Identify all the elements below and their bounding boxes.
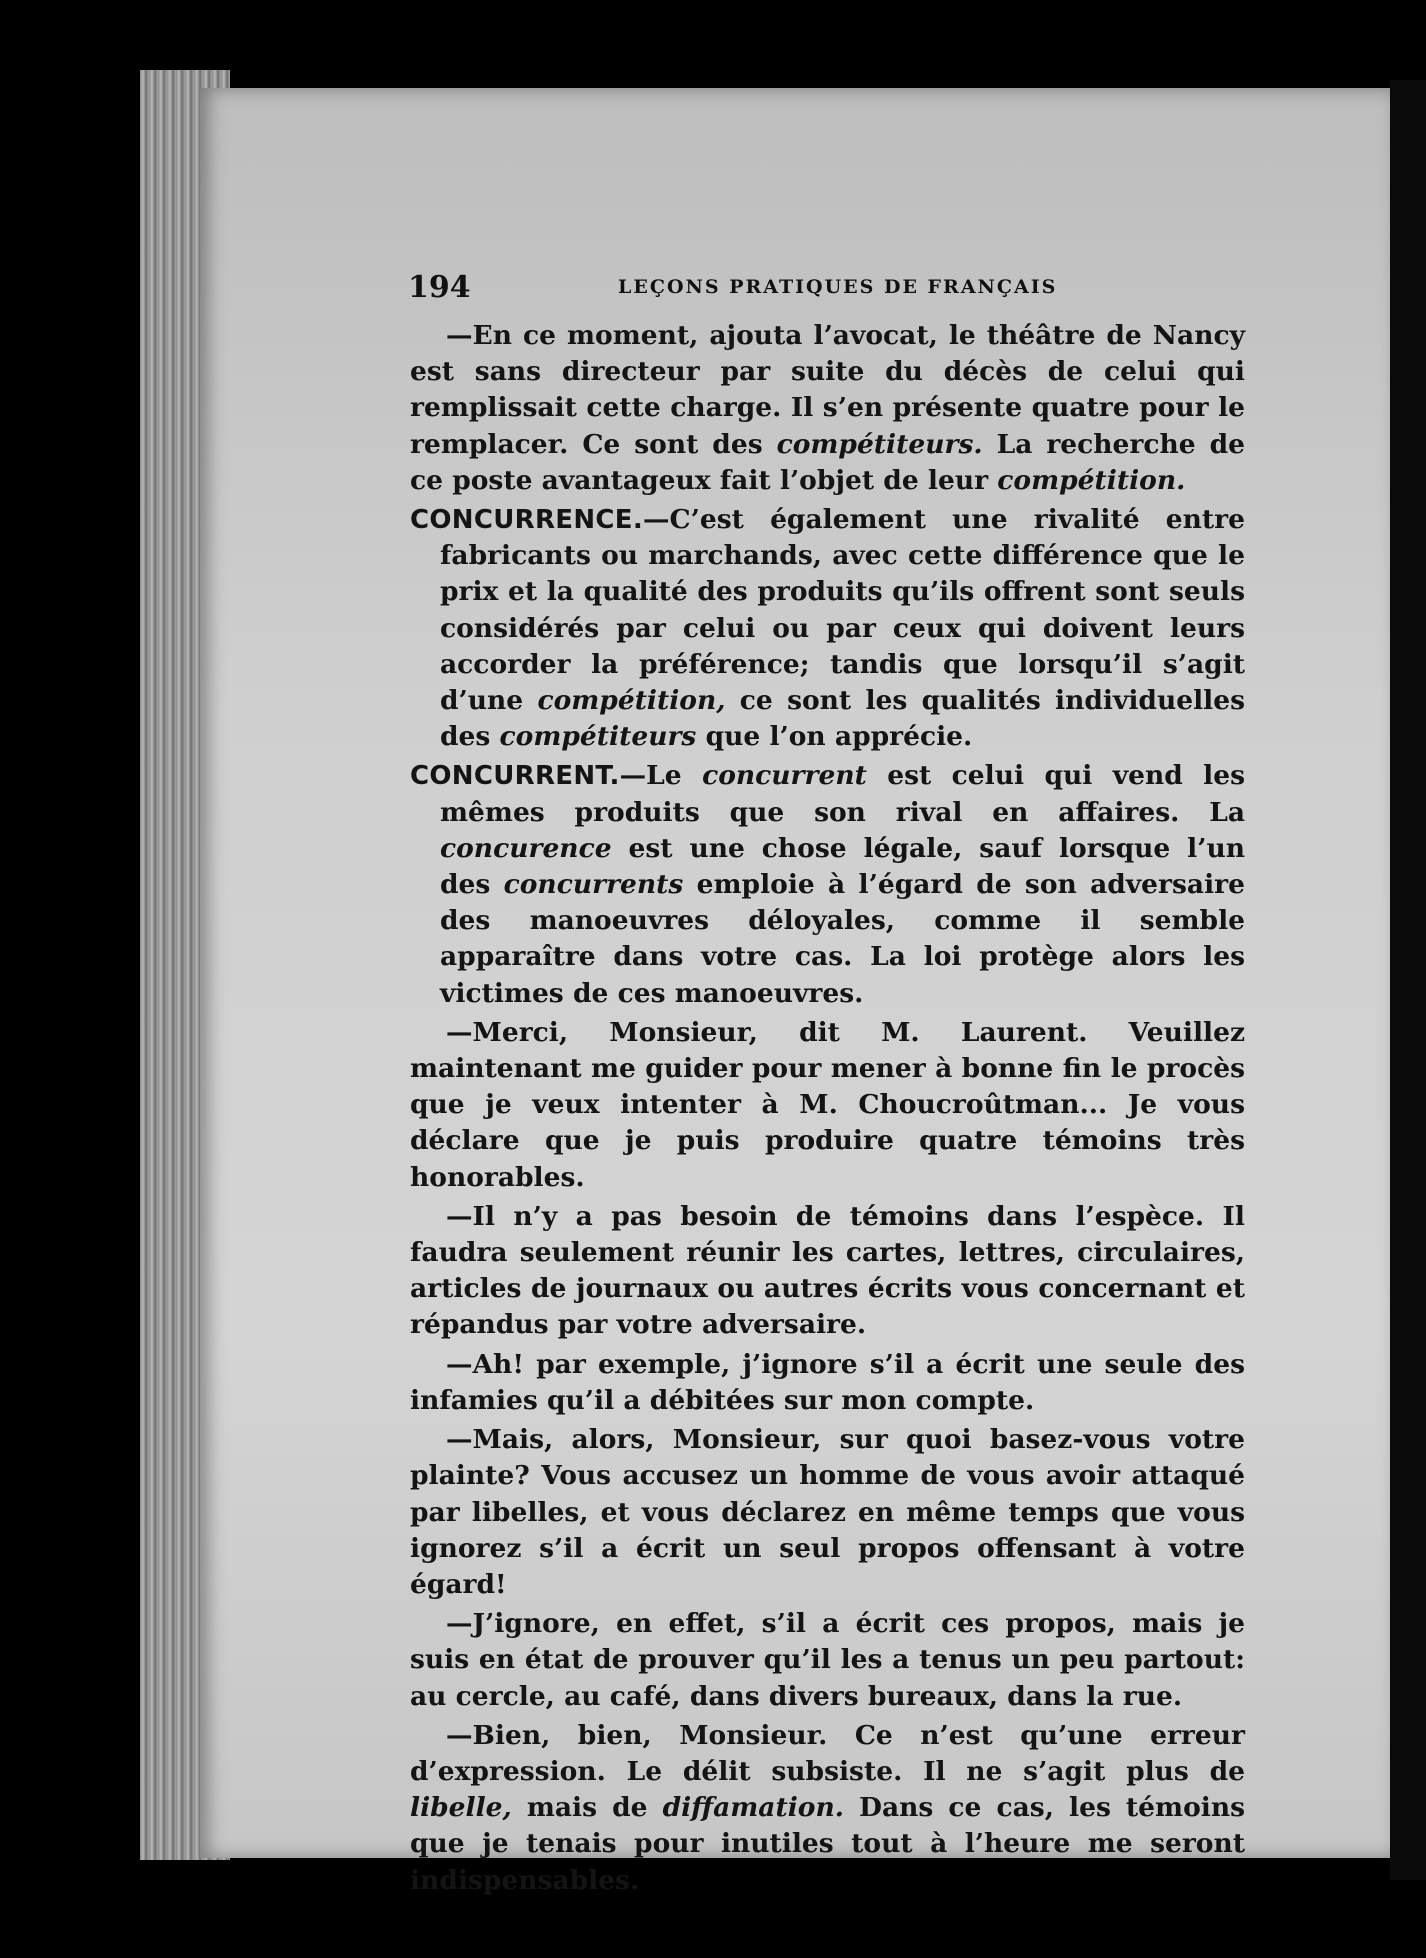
definition-paragraph — [410, 758, 1245, 1011]
italic-word: concurence — [440, 832, 612, 864]
text-run: —Merci, Monsieur, dit M. Laurent. Veuillez maintenant me guider pour mener à bonne fin le procès que je veux intenter à M. Choucroûtman... Je vous déclare que je puis produire quatre témoins très honorables. — [410, 1016, 1245, 1193]
page-right-shadow — [1390, 80, 1426, 1880]
italic-word: concurrents — [503, 869, 684, 901]
text-run: —Bien, bien, Monsieur. Ce n’est qu’une erreur d’expression. Le délit subsiste. Il ne s’agit plus de — [410, 1719, 1245, 1787]
dialog-paragraph — [410, 1718, 1245, 1899]
italic-word: concurrent — [702, 760, 867, 792]
running-title: LEÇONS PRATIQUES DE FRANÇAIS — [618, 276, 1058, 298]
text-run: est une chose légale, sauf lorsque l’un des — [440, 832, 1245, 901]
dialog-paragraph — [410, 1015, 1245, 1196]
dialog-paragraph — [410, 1606, 1245, 1715]
text-run: Dans ce cas, les témoins que je tenais pour inutiles tout à l’heure me seront indispensables. — [410, 1792, 1246, 1896]
definition-term: CONCURRENT. — [410, 761, 620, 792]
italic-word: diffamation. — [662, 1792, 844, 1824]
italic-word: compétition. — [997, 464, 1186, 496]
text-run: ce sont les qualités individuelles des — [440, 685, 1245, 753]
text-run: mais de — [511, 1792, 663, 1824]
text-run: —Ah! par exemple, j’ignore s’il a écrit une seule des infamies qu’il a débitées sur mon compte. — [410, 1348, 1245, 1416]
dialog-paragraph — [410, 1347, 1245, 1419]
page-text — [410, 318, 1245, 1902]
dialog-paragraph — [410, 318, 1245, 499]
dialog-paragraph — [410, 1199, 1245, 1344]
definition-term: CONCURRENCE. — [410, 505, 644, 536]
italic-word: libelle, — [410, 1792, 512, 1824]
text-run: —C’est également une rivalité entre fabricants ou marchands, avec cette différence que le prix et la qualité des produits qu’ils offrent sont seuls considérés par celui ou par ceux qui doivent leurs accorder la préférence; tandis que lorsqu’il s’agit d’une — [440, 504, 1245, 717]
page-number: 194 — [408, 270, 471, 305]
text-run: —Mais, alors, Monsieur, sur quoi basez-vous votre plainte? Vous accusez un homme de vous avoir attaqué par libelles, et vous déclarez en même temps que vous ignorez s’il a écrit un seul propos offensant à votre égard! — [410, 1424, 1245, 1600]
text-run: emploie à l’égard de son adversaire des manoeuvres déloyales, comme il semble apparaître dans votre cas. La loi protège alors les victimes de ces manoeuvres. — [440, 869, 1245, 1009]
text-run: est celui qui vend les mêmes produits que son rival en affaires. La — [440, 760, 1245, 828]
italic-word: compétiteurs. — [776, 428, 983, 460]
text-run: —En ce moment, ajouta l’avocat, le théâtre de Nancy est sans directeur par suite du décès de celui qui remplissait cette charge. Il s’en présente quatre pour le remplacer. Ce sont des — [410, 320, 1245, 460]
definition-paragraph — [410, 502, 1245, 755]
page-header — [408, 270, 1258, 314]
text-run: —Le — [619, 760, 703, 792]
text-run: que l’on apprécie. — [696, 721, 973, 753]
italic-word: compétiteurs — [499, 721, 697, 753]
text-run: La recherche de ce poste avantageux fait l’objet de leur — [410, 428, 1245, 496]
dialog-paragraph — [410, 1422, 1245, 1603]
text-run: —Il n’y a pas besoin de témoins dans l’espèce. Il faudra seulement réunir les cartes, lettres, circulaires, articles de journaux ou autres écrits vous concernant et répandus par votre adversaire. — [410, 1200, 1245, 1341]
text-run: —J’ignore, en effet, s’il a écrit ces propos, mais je suis en état de prouver qu’il les a tenus un peu partout: au cercle, au café, dans divers bureaux, dans la rue. — [410, 1608, 1245, 1712]
italic-word: compétition, — [537, 685, 726, 717]
